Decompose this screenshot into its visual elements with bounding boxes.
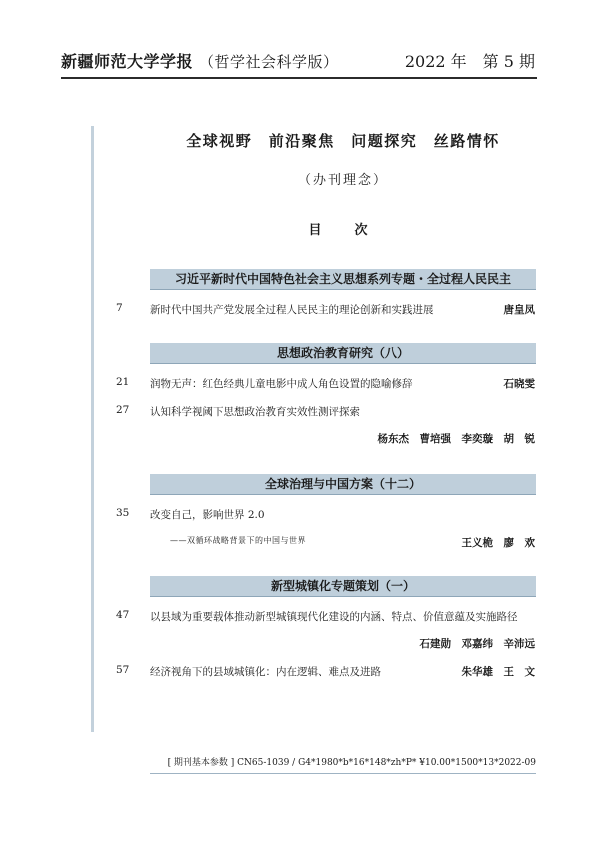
header-divider	[61, 77, 537, 79]
article-page-number: 35	[116, 507, 130, 519]
section-heading: 思想政治教育研究（八）	[150, 343, 536, 364]
article-page-number: 47	[116, 609, 130, 621]
section-heading: 新型城镇化专题策划（一）	[150, 576, 536, 597]
article-authors: 唐皇凤	[503, 304, 535, 316]
issue-number: 2022 年 第 5 期	[404, 52, 535, 71]
section-heading: 全球治理与中国方案（十二）	[150, 474, 536, 495]
article-title[interactable]: 润物无声：红色经典儿童电影中成人角色设置的隐喻修辞	[150, 378, 413, 390]
slogan: 全球视野 前沿聚焦 问题探究 丝路情怀	[186, 132, 500, 150]
article-authors: 朱华雄 王 文	[461, 666, 535, 678]
article-page-number: 27	[116, 404, 130, 416]
journal-title	[61, 49, 339, 72]
article-page-number: 7	[116, 302, 123, 314]
article-title[interactable]: 以县域为重要载体推动新型城镇现代化建设的内涵、特点、价值意蕴及实施路径	[150, 611, 518, 623]
article-subtitle: ——双循环战略背景下的中国与世界	[170, 536, 306, 545]
article-authors: 石建勋 邓嘉纬 辛沛远	[419, 638, 535, 650]
editorial-philosophy-label: （办刊理念）	[297, 173, 388, 188]
article-title[interactable]: 新时代中国共产党发展全过程人民民主的理论创新和实践进展	[150, 304, 434, 316]
contents-title: 目 次	[308, 223, 378, 238]
journal-edition: （哲学社会科学版）	[199, 53, 339, 71]
article-authors: 王义桅 廖 欢	[461, 537, 535, 549]
article-page-number: 21	[116, 376, 130, 388]
article-authors: 石晓雯	[503, 378, 535, 390]
journal-parameters: [ 期刊基本参数 ] CN65-1039 / G4*1980*b*16*148*zh*P* ¥10.00*1500*13*2022-09	[167, 758, 536, 768]
journal-name: 新疆师范大学学报	[61, 52, 194, 71]
article-page-number: 57	[116, 664, 130, 676]
section-heading: 习近平新时代中国特色社会主义思想系列专题・全过程人民民主	[150, 269, 536, 290]
article-title[interactable]: 经济视角下的县域城镇化：内在逻辑、难点及进路	[150, 666, 381, 678]
article-title[interactable]: 改变自己，影响世界 2.0	[150, 509, 265, 521]
article-title[interactable]: 认知科学视阈下思想政治教育实效性测评探索	[150, 406, 360, 418]
footer-divider	[150, 773, 536, 774]
decorative-left-bar	[91, 126, 94, 732]
article-authors: 杨东杰 曹培强 李奕璇 胡 锐	[377, 433, 535, 445]
